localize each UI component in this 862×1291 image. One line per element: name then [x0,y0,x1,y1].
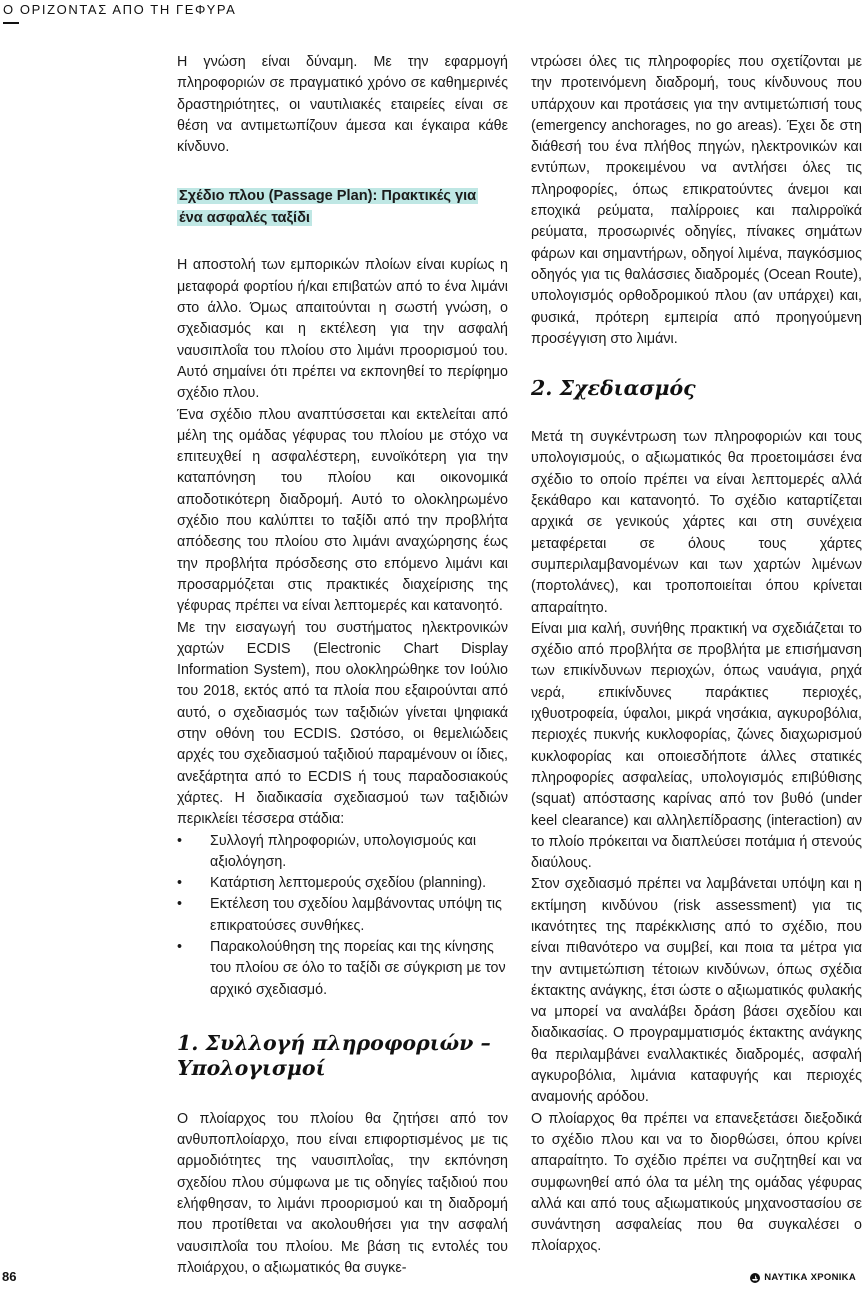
body-paragraph: Είναι μια καλή, συνήθης πρακτική να σχεδιάζεται το σχέδιο από προβλήτα σε προβλήτα με επισήμανση των επικίνδυνων περιοχών, όπως ναυάγια, ρηχά νερά, επικίνδυνες παράκτιες περιοχές, ιχθυοτροφεία, ύφαλοι, μικρά νησάκια, αγκυροβόλια, περιοχές πυκνής κυκλοφορίας, ζώνες διαχωρισμού κυκλοφορίας και οποιεσδήποτε άλλες στατικές πληροφορίες ασφαλείας, υπολογισμός επιβύθισης (squat) απόστασης καρίνας από τον βυθό (under keel clearance) και αλληλεπίδρασης (interaction) αν το πλοίο πρόκειται να διαπλεύσει ποτάμια ή στενούς διαύλους. [531,620,862,872]
section-2-title: 2. Σχεδιασμός [531,376,696,401]
ship-logo-icon [750,1273,760,1283]
body-paragraph: ντρώσει όλες τις πληροφορίες που σχετίζονται με την προτεινόμενη διαδρομή, τους κίνδυνους που υπάρχουν και προτάσεις για την αντιμετώπισή τους (emergency anchorages, no go areas). Έχει δε στη διάθεσή του ένα πλήθος πηγών, ηλεκτρονικών και εντύπων, προκειμένου να αντλήσει όλες τις πληροφορίες, όπως επικρατούντες άνεμοι και εποχικά ρεύματα, παλίρροιες και παλιρροϊκά ρεύματα, προσωρινές οδηγίες, πίνακες σημάτων φάρων και σημαντήρων, οδηγοί λιμένα, παγκόσμιος οδηγός για τις θαλάσσιες διαδρομές (Ocean Route), υπολογισμός ορθοδρομικού πλου (αν υπάρχει) και, φυσικά, πρότερη εμπειρία από προηγούμενη προσέγγιση στο λιμάνι. [531,54,862,347]
bullet-icon: • [177,896,183,913]
subheading-block [177,186,477,229]
publication-brand [750,1272,856,1283]
list-item-text: Συλλογή πληροφοριών, υπολογισμούς και αξιολόγηση. [210,832,477,870]
left-column [177,52,508,1279]
header-rule [3,22,19,24]
body-paragraph: Μετά τη συγκέντρωση των πληροφοριών και τους υπολογισμούς, ο αξιωματικός θα προετοιμάσει ένα σχέδιο το οποίο πρέπει να είναι λεπτομερές αλλά ξεκάθαρο και κατανοητό. Το σχέδιο καταρτίζεται αρχικά σε γενικούς χάρτες και στη συνέχεια μεταφέρεται σε όλους τους χάρτες συμπεριλαμβανομένων και των χαρτών λιμένων (πορτολάνες), και τροποποιείται όπου κρίνεται απαραίτητο. [531,429,862,616]
section-1-title: 1. Συλλογή πληροφοριών – Υπολογισμοί [177,1030,491,1080]
right-column [531,52,862,1258]
list-item-text: Εκτέλεση του σχεδίου λαμβάνοντας υπόψη τις επικρατούσες συνθήκες. [210,896,502,934]
page-number: 86 [2,1269,17,1284]
subheading: Σχέδιο πλου (Passage Plan): Πρακτικές για ένα ασφαλές ταξίδι [179,188,477,226]
body-paragraph: Στον σχεδιασμό πρέπει να λαμβάνεται υπόψη και η εκτίμηση κινδύνου (risk assessment) για τις ικανότητες της παρέκκλισης από το σχέδιο, που είναι πιθανότερο να συμβεί, και ποια τα μέτρα για την αντιμετώπιση τέτοιων κινδύνων, όπως σχέδια έκτακτης ανάγκης, έτσι ώστε ο αξιωματικός φυλακής να μπορεί να αναλάβει δράση βάσει σχεδίου και διαδικασίας. Ο προγραμματισμός έκτακτης ανάγκης θα περιλαμβάνει εναλλακτικές διαδρομές, ασφαλή αγκυροβόλια, λιμάνια καταφυγής και περιοχές αναμονής αρόδου. [531,876,862,1106]
running-title: Ο ΟΡΙΖΟΝΤΑΣ ΑΠΟ ΤΗ ΓΕΦΥΡΑ [3,2,237,17]
bullet-icon: • [177,938,183,955]
list-item-text: Παρακολούθηση της πορείας και της κίνησης του πλοίου σε όλο το ταξίδι σε σύγκριση με τον αρχικό σχεδιασμό. [210,938,506,998]
body-paragraph: Ο πλοίαρχος του πλοίου θα ζητήσει από τον ανθυποπλοίαρχο, που είναι επιφορτισμένος με τις αρμοδιότητες της ναυσιπλοΐας, την εκπόνηση σχεδίου πλου σύμφωνα με τις οδηγίες ταξιδιού που ελήφθησαν, το λιμάνι προορισμού και τη διαδρομή που προτίθεται να ακολουθήσει για την ασφαλή ναυσιπλοΐα του πλοίου. Με βάση τις εντολές του πλοιάρχου, ο αξιωματικός θα συγκε- [177,1110,508,1276]
body-paragraph: Με την εισαγωγή του συστήματος ηλεκτρονικών χαρτών ECDIS (Electronic Chart Display Information System), που ολοκληρώθηκε τον Ιούλιο του 2018, εκτός από τα πλοία που εξαιρούνται από αυτό, ο σχεδιασμός των ταξιδιών γίνεται ψηφιακά στην οθόνη του ECDIS. Ωστόσο, οι θεμελιώδεις αρχές του σχεδιασμού ταξιδιού παραμένουν οι ίδιες, ανεξάρτητα από το ECDIS ή τους παραδοσιακούς χάρτες. Η διαδικασία σχεδιασμού των ταξιδιών περικλείει τέσσερα στάδια: [177,619,508,828]
list-item [177,831,508,874]
list-item-text: Κατάρτιση λεπτομερούς σχεδίου (planning). [210,875,487,892]
intro-paragraph: Η γνώση είναι δύναμη. Με την εφαρμογή πληροφοριών σε πραγματικό χρόνο σε καθημερινές δραστηριότητες, οι ναυτιλιακές εταιρείες είναι σε θέση να αντιμετωπίζουν άμεσα και έγκαιρα κάθε κίνδυνο. [177,54,508,156]
list-item [177,873,508,894]
brand-name: ΝΑΥΤΙΚΑ ΧΡΟΝΙΚΑ [764,1272,856,1283]
bullet-icon: • [177,832,183,849]
stages-list [177,831,508,1001]
list-item [177,937,508,1001]
body-paragraph: Ο πλοίαρχος θα πρέπει να επανεξετάσει διεξοδικά το σχέδιο πλου και να το διορθώσει, όπου κρίνει απαραίτητο. Το σχέδιο πρέπει να συζητηθεί και να συμφωνηθεί από όλα τα μέλη της ομάδας γέφυρας αλλά και από τους αξιωματικούς μηχανοστασίου σε συνάντηση ασφαλείας που θα συγκαλέσει ο πλοίαρχος. [531,1110,862,1255]
body-paragraph: Η αποστολή των εμπορικών πλοίων είναι κυρίως η μεταφορά φορτίου ή/και επιβατών από το ένα λιμάνι στο άλλο. Όμως απαιτούνται η σωστή γνώση, ο σχεδιασμός και η εκτέλεση για την ασφαλή ναυσιπλοΐα του πλοίου στο λιμάνι προορισμού του. Αυτό σημαίνει ότι πρέπει να εκπονηθεί το περίφημο σχέδιο πλου. [177,257,508,402]
bullet-icon: • [177,875,183,892]
list-item [177,894,508,937]
body-paragraph: Ένα σχέδιο πλου αναπτύσσεται και εκτελείται από μέλη της ομάδας γέφυρας του πλοίου με στόχο να επιτευχθεί η ασφαλέστερη, ευνοϊκότερη για την καταπόνηση του πλοίου και οικονομικά αποδοτικότερη διαδρομή. Αυτό το ολοκληρωμένο σχέδιο που καλύπτει το ταξίδι από την προβλήτα απόδεσης του πλοίου στο λιμάνι αναχώρησης έως την προβλήτα πρόσδεσης στο επόμενο λιμάνι και προσαρμόζεται στις πρακτικές διαχείρισης της γέφυρας πρέπει να είναι λεπτομερές και κατανοητό. [177,406,508,615]
